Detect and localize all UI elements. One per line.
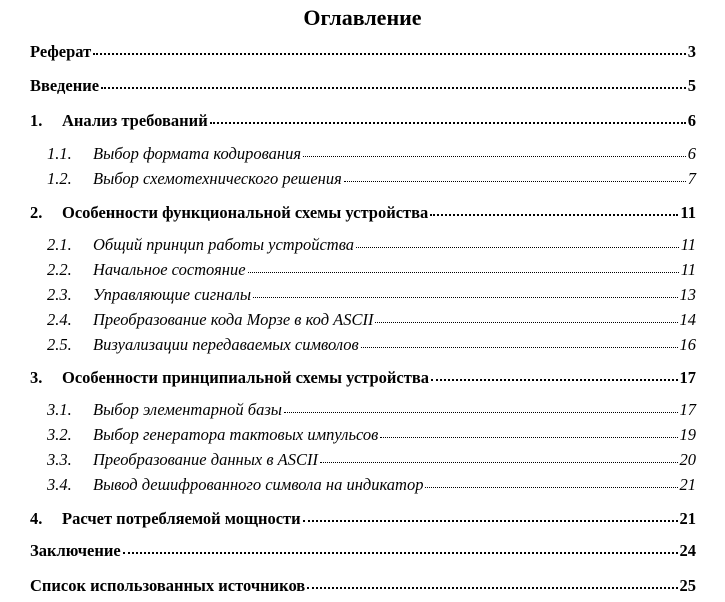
toc-entry-2-5[interactable] <box>47 335 696 357</box>
dot-leader <box>375 320 677 323</box>
toc-entry-3-2[interactable] <box>47 425 696 447</box>
toc-entry-number: 2.5. <box>47 335 72 354</box>
dot-leader <box>248 270 679 273</box>
dot-leader <box>93 51 686 55</box>
toc-entry-2-4[interactable] <box>47 310 696 332</box>
toc-entry-number: 4. <box>30 509 43 528</box>
toc-entry-text: Вывод дешифрованного символа на индикатор <box>93 475 424 494</box>
toc-entry-text: Выбор генератора тактовых импульсов <box>93 425 379 444</box>
toc-entry-1-2[interactable] <box>47 169 696 191</box>
toc-entry-number: 3.4. <box>47 475 72 494</box>
toc-entry-2[interactable] <box>30 203 696 225</box>
toc-entry-number: 1.2. <box>47 169 72 188</box>
toc-entry-page: 11 <box>680 203 696 222</box>
toc-entry-page: 7 <box>687 169 696 188</box>
toc-entry-text: Преобразование данных в ASCII <box>93 450 318 469</box>
dot-leader <box>320 460 678 463</box>
toc-entry-page: 14 <box>679 310 696 329</box>
dot-leader <box>307 585 677 589</box>
dot-leader <box>344 179 686 182</box>
toc-entry-page: 3 <box>687 42 696 61</box>
toc-entry-1-1[interactable] <box>47 144 696 166</box>
toc-entry-number: 2.4. <box>47 310 72 329</box>
toc-entry-references[interactable] <box>30 576 696 598</box>
toc-entry-3-3[interactable] <box>47 450 696 472</box>
toc-entry-conclusion[interactable] <box>30 541 696 563</box>
toc-entry-text: Особенности функциональной схемы устройства <box>62 203 429 222</box>
toc-entry-page: 19 <box>679 425 696 444</box>
toc-entry-text: Визуализации передаваемых символов <box>93 335 359 354</box>
toc-entry-2-1[interactable] <box>47 235 696 257</box>
toc-entry-text: Введение <box>30 76 100 95</box>
toc-title: Оглавление <box>303 5 422 30</box>
toc-entry-page: 24 <box>679 541 696 560</box>
toc-entry-introduction[interactable] <box>30 76 696 98</box>
toc-entry-abstract[interactable] <box>30 42 696 64</box>
toc-entry-2-3[interactable] <box>47 285 696 307</box>
toc-entry-page: 16 <box>679 335 696 354</box>
toc-entry-text: Расчет потребляемой мощности <box>62 509 301 528</box>
toc-entry-number: 2. <box>30 203 43 222</box>
dot-leader <box>425 485 677 488</box>
toc-entry-page: 11 <box>680 235 696 254</box>
dot-leader <box>356 245 679 248</box>
dot-leader <box>284 410 678 413</box>
toc-entry-number: 2.3. <box>47 285 72 304</box>
dot-leader <box>380 435 677 438</box>
toc-entry-number: 3.2. <box>47 425 72 444</box>
toc-entry-number: 3. <box>30 368 43 387</box>
toc-entry-page: 5 <box>687 76 696 95</box>
toc-entry-text: Преобразование кода Морзе в код ASCII <box>93 310 374 329</box>
toc-entry-text: Список использованных источников <box>30 576 306 595</box>
dot-leader <box>210 120 686 124</box>
dot-leader <box>361 345 678 348</box>
dot-leader <box>253 295 677 298</box>
toc-entry-3-4[interactable] <box>47 475 696 497</box>
toc-entry-2-2[interactable] <box>47 260 696 282</box>
toc-entry-page: 17 <box>679 400 696 419</box>
dot-leader <box>431 377 678 381</box>
toc-entry-page: 20 <box>679 450 696 469</box>
toc-entry-text: Заключение <box>30 541 121 560</box>
toc-entry-number: 1. <box>30 111 43 130</box>
toc-entry-text: Общий принцип работы устройства <box>93 235 355 254</box>
toc-entry-text: Управляющие сигналы <box>93 285 252 304</box>
toc-entry-text: Начальное состояние <box>93 260 246 279</box>
toc-entry-text: Выбор схемотехнического решения <box>93 169 342 188</box>
toc-entry-number: 3.3. <box>47 450 72 469</box>
toc-entry-4[interactable] <box>30 509 696 531</box>
toc-entry-page: 6 <box>687 144 696 163</box>
toc-entry-3[interactable] <box>30 368 696 390</box>
toc-entry-1[interactable] <box>30 111 696 133</box>
toc-entry-number: 2.2. <box>47 260 72 279</box>
toc-entry-3-1[interactable] <box>47 400 696 422</box>
toc-entry-text: Особенности принципиальной схемы устройства <box>62 368 429 387</box>
toc-entry-number: 2.1. <box>47 235 72 254</box>
toc-entry-page: 13 <box>679 285 696 304</box>
toc-entry-page: 6 <box>687 111 696 130</box>
toc-entry-text: Реферат <box>30 42 92 61</box>
toc-entry-page: 17 <box>679 368 696 387</box>
dot-leader <box>101 85 686 89</box>
toc-entry-page: 25 <box>679 576 696 595</box>
toc-entry-text: Анализ требований <box>62 111 208 130</box>
toc-entry-number: 3.1. <box>47 400 72 419</box>
toc-entry-number: 1.1. <box>47 144 72 163</box>
dot-leader <box>303 518 678 522</box>
toc-entry-page: 11 <box>680 260 696 279</box>
dot-leader <box>430 212 678 216</box>
dot-leader <box>123 550 678 554</box>
toc-entry-text: Выбор элементарной базы <box>93 400 282 419</box>
toc-entry-text: Выбор формата кодирования <box>93 144 302 163</box>
toc-entry-page: 21 <box>679 509 696 528</box>
toc-entry-page: 21 <box>679 475 696 494</box>
dot-leader <box>303 154 686 157</box>
